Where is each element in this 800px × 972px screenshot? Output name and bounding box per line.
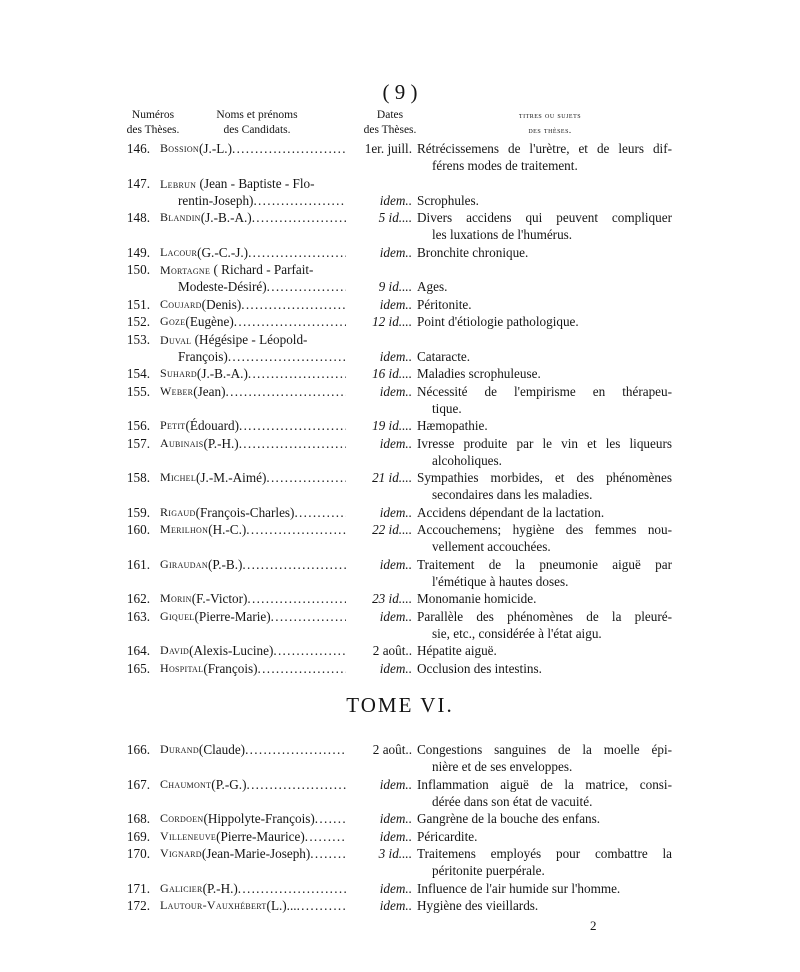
table-row	[0, 777, 800, 811]
candidate-surname: Weber	[160, 383, 194, 398]
candidate-given-names-continued: François)	[178, 348, 228, 364]
thesis-title-line: tique.	[432, 400, 462, 416]
table-row	[0, 436, 800, 470]
thesis-date: idem..	[379, 828, 412, 844]
table-row	[0, 176, 800, 210]
table-row	[0, 210, 800, 244]
thesis-date: idem..	[379, 244, 412, 260]
candidate-given-names: (Pierre-Maurice)	[216, 828, 305, 844]
candidate-given-names: (P.-B.)	[207, 556, 243, 572]
candidate-given-names: (Claude)	[198, 742, 246, 757]
candidate-name	[160, 643, 346, 659]
thesis-number: 149.	[126, 244, 150, 260]
thesis-number: 168.	[126, 811, 150, 827]
candidate-given-names: (Alexis-Lucine)	[189, 643, 274, 659]
thesis-number: 170.	[126, 846, 150, 861]
thesis-number: 150.	[126, 262, 150, 278]
thesis-number: 156.	[126, 418, 150, 434]
thesis-title-line: Scrophules.	[417, 192, 479, 208]
thesis-title-line: Influence de l'air humide sur l'homme.	[417, 880, 621, 896]
header-dates-line2: des Thèses.	[363, 124, 417, 136]
candidate-given-names: (Édouard)	[185, 418, 239, 434]
dot-leader	[247, 591, 346, 607]
candidate-surname: Cordoen	[160, 811, 204, 826]
thesis-date: 21 id....	[372, 470, 412, 486]
thesis-title-line: Congestions sanguines de la moelle épi-	[417, 742, 672, 757]
thesis-title-line: vellement accouchées.	[432, 539, 551, 555]
candidate-name	[160, 846, 346, 862]
candidate-name	[160, 557, 346, 573]
candidate-surname: Giquel	[160, 608, 195, 623]
thesis-date: idem..	[379, 776, 412, 792]
candidate-surname: Chaumont	[160, 776, 212, 791]
candidate-given-names: (H.-C.)	[208, 522, 247, 538]
thesis-date: idem..	[379, 192, 412, 208]
candidate-surname: Suhard	[160, 366, 197, 381]
thesis-date: 12 id....	[372, 314, 412, 330]
thesis-date: idem..	[379, 348, 412, 364]
thesis-number: 147.	[126, 175, 150, 191]
table-row	[0, 643, 800, 660]
thesis-title-line: Point d'étiologie pathologique.	[417, 314, 579, 330]
candidate-surname: Galicier	[160, 880, 203, 895]
table-row	[0, 898, 800, 915]
dot-leader	[258, 661, 346, 677]
thesis-date: 16 id....	[372, 366, 412, 382]
candidate-given-names: (Hégésipe - Léopold-	[191, 331, 308, 347]
thesis-title-line: nière et de ses enveloppes.	[432, 759, 573, 775]
thesis-number: 153.	[126, 331, 150, 347]
thesis-number: 165.	[126, 660, 150, 676]
thesis-number: 154.	[126, 366, 150, 382]
candidate-given-names: (F.-Victor)	[191, 591, 248, 607]
candidate-surname: Morin	[160, 591, 192, 606]
thesis-title-line: Ages.	[417, 279, 448, 295]
dot-leader	[252, 210, 346, 226]
thesis-date: 9 id....	[378, 279, 412, 295]
table-row	[0, 591, 800, 608]
thesis-date: 22 id....	[372, 522, 412, 538]
candidate-name	[160, 176, 350, 192]
table-row	[0, 661, 800, 678]
thesis-title-line: Accidens dépendant de la lactation.	[417, 504, 605, 520]
candidate-given-names-continued: rentin-Joseph)	[178, 192, 254, 208]
thesis-title-line: Péritonite.	[417, 296, 472, 312]
candidate-surname: Goze	[160, 314, 186, 329]
header-noms	[202, 108, 312, 138]
thesis-title-line: péritonite puerpérale.	[432, 863, 545, 879]
dot-leader	[248, 366, 346, 382]
candidate-given-names: (Pierre-Marie)	[194, 608, 271, 624]
thesis-title-line: Monomanie homicide.	[417, 591, 537, 607]
dot-leader	[253, 193, 346, 209]
thesis-title-line: Divers accidens qui peuvent compliquer	[417, 210, 672, 226]
candidate-surname: Rigaud	[160, 504, 196, 519]
thesis-number: 151.	[126, 296, 150, 312]
candidate-name	[160, 777, 346, 793]
candidate-surname: Durand	[160, 742, 199, 756]
header-dates-line1: Dates	[376, 109, 404, 121]
candidate-surname: Coujard	[160, 296, 202, 311]
thesis-title-line: Occlusion des intestins.	[417, 660, 542, 676]
header-titres-line1: titres ou sujets	[518, 110, 582, 120]
thesis-title-line: Parallèle des phénomènes de la pleuré-	[417, 608, 672, 624]
table-row	[0, 384, 800, 418]
header-numeros-line1: Numéros	[131, 109, 175, 121]
thesis-number: 166.	[126, 742, 150, 757]
thesis-number: 171.	[126, 880, 150, 896]
dot-leader	[245, 742, 346, 758]
thesis-title-line: Rétrécissemens de l'urètre, et de leurs dif-	[417, 141, 672, 156]
candidate-name	[160, 262, 350, 278]
dot-leader	[310, 846, 346, 862]
table-row	[0, 418, 800, 435]
table-row	[0, 262, 800, 296]
thesis-number: 162.	[126, 591, 150, 607]
thesis-date: idem..	[379, 383, 412, 399]
candidate-name-continued	[178, 279, 346, 295]
dot-leader	[226, 384, 347, 400]
thesis-title-line: Péricardite.	[417, 828, 478, 844]
candidate-name-continued	[178, 193, 346, 209]
thesis-title-line: Traitement de la pneumonie aiguë par	[417, 556, 672, 572]
dot-leader	[241, 297, 346, 313]
thesis-number: 160.	[126, 522, 150, 538]
candidate-name	[160, 436, 346, 452]
table-row	[0, 829, 800, 846]
candidate-name	[160, 418, 346, 434]
thesis-title-line: férens modes de traitement.	[432, 158, 578, 174]
thesis-title-line: Accouchemens; hygiène des femmes nou-	[417, 522, 672, 538]
candidate-name	[160, 384, 346, 400]
candidate-surname: Blandin	[160, 210, 201, 225]
dot-leader	[246, 777, 346, 793]
thesis-title-line: Nécessité de l'empirisme en thérapeu-	[417, 383, 672, 399]
candidate-surname: Hospital	[160, 660, 204, 675]
dot-leader	[266, 470, 346, 486]
candidate-given-names: (Eugène)	[185, 314, 234, 330]
table-row	[0, 811, 800, 828]
thesis-number: 155.	[126, 383, 150, 399]
dot-leader	[267, 279, 346, 295]
thesis-number: 158.	[126, 470, 150, 486]
page-number: ( 9 )	[382, 80, 418, 104]
table-row	[0, 522, 800, 556]
tome-heading: TOME VI.	[346, 693, 454, 717]
candidate-surname: Mortagne	[160, 263, 211, 278]
thesis-title-line: dérée dans son état de vacuité.	[432, 793, 593, 809]
candidate-given-names: (François-Charles)	[195, 504, 295, 520]
header-noms-line2: des Candidats.	[223, 124, 291, 136]
thesis-date: idem..	[379, 556, 412, 572]
table-row	[0, 141, 800, 175]
table-row	[0, 470, 800, 504]
dot-leader	[297, 898, 346, 914]
dot-leader	[232, 141, 346, 157]
header-numeros-line2: des Thèses.	[126, 124, 180, 136]
candidate-name-continued	[178, 349, 346, 365]
thesis-number: 163.	[126, 608, 150, 624]
thesis-date: idem..	[379, 608, 412, 624]
candidate-name	[160, 609, 346, 625]
table-row	[0, 609, 800, 643]
thesis-date: 5 id....	[378, 210, 412, 226]
thesis-title-line: Maladies scrophuleuse.	[417, 366, 541, 382]
candidate-name	[160, 332, 350, 348]
table-row	[0, 742, 800, 776]
thesis-date: idem..	[379, 660, 412, 676]
thesis-title-line: les luxations de l'humérus.	[432, 227, 573, 243]
dot-leader	[271, 609, 346, 625]
thesis-date: idem..	[379, 435, 412, 451]
candidate-name	[160, 522, 346, 538]
candidate-given-names: (J.-M.-Aimé)	[196, 470, 267, 486]
thesis-title-line: Gangrène de la bouche des enfans.	[417, 811, 601, 827]
signature-mark: 2	[590, 918, 597, 933]
candidate-surname: Lebrun	[160, 176, 197, 191]
dot-leader	[248, 245, 346, 261]
table-row	[0, 881, 800, 898]
thesis-title-line: Hæmopathie.	[417, 418, 488, 434]
thesis-title-line: secondaires dans les maladies.	[432, 487, 593, 503]
thesis-date: 2 août..	[372, 643, 412, 659]
candidate-name	[160, 470, 346, 486]
thesis-number: 159.	[126, 504, 150, 520]
dot-leader	[246, 522, 346, 538]
thesis-date: idem..	[379, 296, 412, 312]
table-row	[0, 505, 800, 522]
candidate-surname: Lautour-Vauxhébert	[160, 898, 267, 912]
table-row	[0, 557, 800, 591]
candidate-name	[160, 366, 346, 382]
dot-leader	[305, 829, 346, 845]
thesis-number: 148.	[126, 210, 150, 226]
candidate-name	[160, 314, 346, 330]
candidate-name	[160, 661, 346, 677]
table-row	[0, 297, 800, 314]
candidate-surname: David	[160, 643, 190, 658]
candidate-given-names-continued: Modeste-Désiré)	[178, 279, 267, 295]
candidate-name	[160, 297, 346, 313]
candidate-name	[160, 245, 346, 261]
candidate-surname: Bossion	[160, 141, 199, 155]
candidate-surname: Vignard	[160, 846, 202, 860]
thesis-date: idem..	[379, 880, 412, 896]
candidate-given-names: (P.-H.)	[203, 435, 239, 451]
candidate-surname: Aubinais	[160, 435, 204, 450]
thesis-number: 167.	[126, 776, 150, 792]
dot-leader	[242, 557, 346, 573]
dot-leader	[238, 881, 346, 897]
candidate-name	[160, 811, 346, 827]
table-row	[0, 366, 800, 383]
table-row	[0, 846, 800, 880]
candidate-given-names: (G.-C.-J.)	[197, 244, 249, 260]
candidate-given-names: (J.-L.)	[199, 141, 232, 156]
candidate-surname: Petit	[160, 418, 186, 433]
candidate-given-names: (Hippolyte-François)	[203, 811, 315, 827]
thesis-number: 146.	[126, 141, 150, 156]
candidate-surname: Duval	[160, 332, 192, 347]
thesis-title-line: alcoholiques.	[432, 452, 502, 468]
thesis-number: 157.	[126, 435, 150, 451]
thesis-date: 3 id....	[378, 846, 412, 861]
candidate-surname: Giraudan	[160, 556, 208, 571]
thesis-title-line: Inflammation aiguë de la matrice, consi-	[417, 776, 672, 792]
dot-leader	[294, 505, 346, 521]
header-titres	[480, 108, 620, 138]
header-titres-line2: des thèses.	[528, 125, 572, 135]
candidate-given-names: (Jean)	[193, 383, 226, 399]
candidate-name	[160, 505, 346, 521]
candidate-name	[160, 210, 346, 226]
header-dates	[350, 108, 430, 138]
thesis-title-line: Bronchite chronique.	[417, 244, 529, 260]
candidate-given-names: (J.-B.-A.)	[200, 210, 252, 226]
candidate-name	[160, 141, 346, 157]
thesis-number: 164.	[126, 643, 150, 659]
thesis-title-line: Sympathies morbides, et des phénomènes	[417, 470, 672, 486]
thesis-date: idem..	[379, 811, 412, 827]
table-row	[0, 332, 800, 366]
candidate-name	[160, 898, 346, 914]
dot-leader	[273, 643, 346, 659]
candidate-surname: Merilhon	[160, 522, 209, 537]
header-noms-line1: Noms et prénoms	[216, 109, 298, 121]
candidate-name	[160, 829, 346, 845]
candidate-given-names: (Jean - Baptiste - Flo-	[196, 175, 315, 191]
thesis-number: 172.	[126, 898, 150, 913]
dot-leader	[239, 418, 346, 434]
thesis-date: 19 id....	[372, 418, 412, 434]
thesis-date: 2 août..	[372, 742, 412, 757]
candidate-given-names: (Denis)	[201, 296, 242, 312]
dot-leader	[239, 436, 346, 452]
candidate-name	[160, 881, 346, 897]
header-numeros	[118, 108, 188, 138]
thesis-date: idem..	[379, 504, 412, 520]
thesis-date: 1er. juill.	[364, 141, 412, 156]
thesis-number: 161.	[126, 556, 150, 572]
thesis-title-line: Ivresse produite par le vin et les liqueurs	[417, 435, 672, 451]
thesis-title-line: Cataracte.	[417, 348, 471, 364]
candidate-name	[160, 591, 346, 607]
thesis-number: 152.	[126, 314, 150, 330]
candidate-name	[160, 742, 346, 758]
thesis-title-line: Traitemens employés pour combattre la	[417, 846, 672, 861]
dot-leader	[315, 811, 346, 827]
thesis-number: 169.	[126, 828, 150, 844]
dot-leader	[228, 349, 346, 365]
candidate-surname: Michel	[160, 470, 197, 485]
thesis-title-line: Hépatite aiguë.	[417, 643, 497, 659]
candidate-given-names: (P.-H.)	[202, 880, 238, 896]
table-row	[0, 245, 800, 262]
candidate-given-names: (François)	[203, 660, 258, 676]
candidate-given-names: (J.-B.-A.)	[196, 366, 248, 382]
thesis-title-line: sie, etc., considérée à l'état aigu.	[432, 625, 602, 641]
candidate-surname: Villeneuve	[160, 828, 217, 843]
candidate-given-names: ( Richard - Parfait-	[210, 262, 314, 278]
thesis-title-line: Hygiène des vieillards.	[417, 898, 539, 913]
candidate-given-names: (L.)...	[266, 898, 297, 913]
candidate-given-names: (Jean-Marie-Joseph)	[201, 846, 311, 861]
thesis-date: idem..	[379, 898, 412, 913]
thesis-date: 23 id....	[372, 591, 412, 607]
candidate-given-names: (P.-G.)	[211, 776, 247, 792]
candidate-surname: Lacour	[160, 244, 198, 259]
thesis-title-line: l'émétique à hautes doses.	[432, 573, 569, 589]
dot-leader	[234, 314, 346, 330]
table-row	[0, 314, 800, 331]
